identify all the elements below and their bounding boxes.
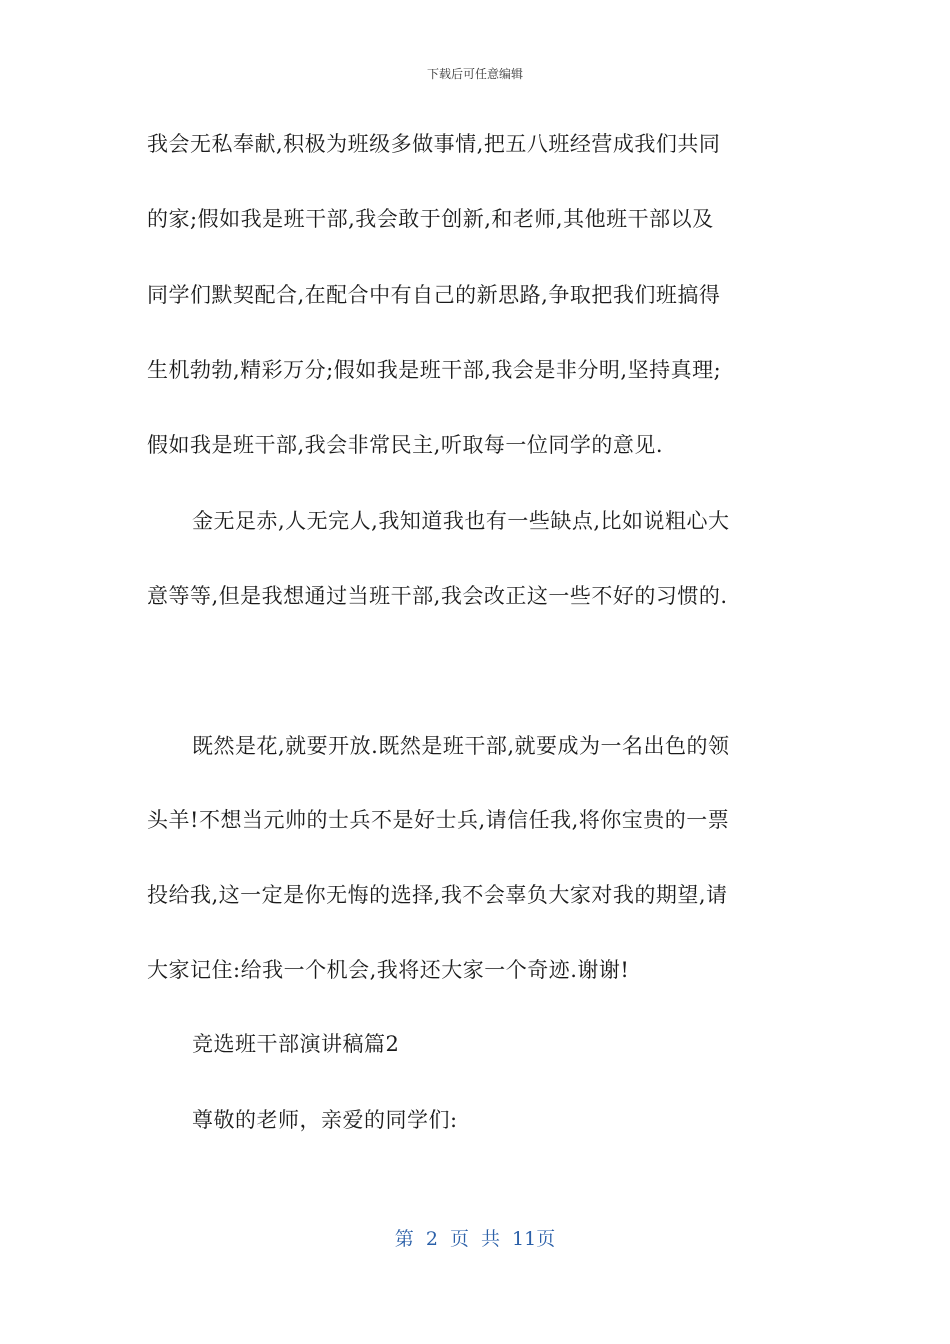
paragraph-line: 生机勃勃,精彩万分;假如我是班干部,我会是非分明,坚持真理; [147,358,722,382]
paragraph-line: 假如我是班干部,我会非常民主,听取每一位同学的意见. [147,433,664,457]
salutation-line: 尊敬的老师，亲爱的同学们: [192,1108,458,1132]
paragraph-line: 意等等,但是我想通过当班干部,我会改正这一些不好的习惯的. [147,584,728,608]
section-heading: 竞选班干部演讲稿篇2 [192,1032,400,1056]
paragraph-line: 同学们默契配合,在配合中有自己的新思路,争取把我们班搞得 [147,283,721,307]
paragraph-line: 投给我,这一定是你无悔的选择,我不会辜负大家对我的期望,请 [147,883,728,907]
paragraph-line: 我会无私奉献,积极为班级多做事情,把五八班经营成我们共同 [147,132,721,156]
paragraph-line: 头羊!不想当元帅的士兵不是好士兵,请信任我,将你宝贵的一票 [147,808,730,832]
page-number-footer: 第 2 页 共 11页 [394,1228,556,1250]
page-header: 下载后可任意编辑 [426,67,523,81]
paragraph-line: 的家;假如我是班干部,我会敢于创新,和老师,其他班干部以及 [147,207,714,231]
paragraph-line: 既然是花,就要开放.既然是班干部,就要成为一名出色的领 [192,734,730,758]
paragraph-line: 大家记住:给我一个机会,我将还大家一个奇迹.谢谢! [147,958,630,982]
paragraph-line: 金无足赤,人无完人,我知道我也有一些缺点,比如说粗心大 [192,509,730,533]
